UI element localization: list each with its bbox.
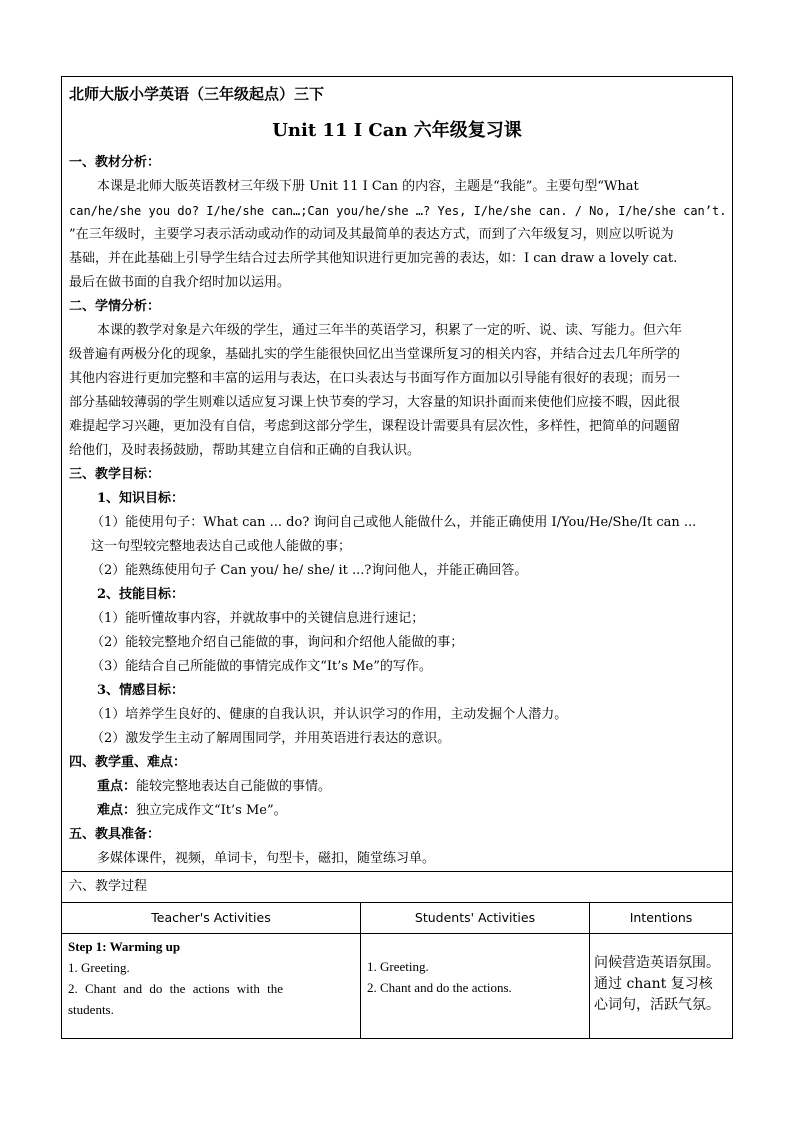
objective-line: （1）能听懂故事内容，并就故事中的关键信息进行速记； [91,611,425,626]
teacher-activity: students. [68,1002,114,1017]
objective-line: （2）能较完整地介绍自己能做的事，询问和介绍他人能做的事； [91,635,464,650]
student-activity: 1. Greeting. [367,959,429,974]
column-header: Students' Activities [361,903,590,934]
paragraph-line: 本课是北师大版英语教材三年级下册 Unit 11 I Can 的内容，主题是“我能”。主要句型“What [97,179,639,194]
column-header: Intentions [590,903,733,934]
materials-line: 多媒体课件，视频，单词卡，句型卡，磁扣，随堂练习单。 [97,851,436,866]
table-header-row [62,903,732,934]
lesson-title: Unit 11 I Can 六年级复习课 [272,120,522,141]
intention-line: 心词句，活跃气氛。 [594,997,720,1013]
section-title: 五、教具准备： [69,827,161,842]
students-activities-cell [361,934,590,1039]
teacher-activity: 2. Chant and do the actions with the [68,981,284,996]
paragraph-line: ”在三年级时，主要学习表示活动或动作的动词及其最简单的表达方式，而到了六年级复习，则应以听说为 [69,227,674,242]
section-title: 三、教学目标： [69,467,161,482]
objective-line: 这一句型较完整地表达自己或他人能做的事； [91,539,352,554]
objective-line: （2）激发学生主动了解周围同学，并用英语进行表达的意识。 [91,731,451,746]
process-table [62,902,732,1038]
analysis-block [62,151,732,871]
difficulty-text: 独立完成作文“It’s Me”。 [136,803,287,818]
section-title: 一、教材分析： [69,155,161,170]
subsection-title: 1、知识目标： [97,491,185,506]
lesson-plan-frame [61,76,733,1039]
column-header: Teacher's Activities [62,903,361,934]
paragraph-line: 给他们，及时表扬鼓励，帮助其建立自信和正确的自我认识。 [69,443,421,458]
paragraph-line: 本课的教学对象是六年级的学生，通过三年半的英语学习，积累了一定的听、说、读、写能力。但六年 [97,323,683,338]
paragraph-line: 基础，并在此基础上引导学生结合过去所学其他知识进行更加完善的表达，如：I can draw a lovely cat. [69,251,678,266]
objective-line: （1）能使用句子：What can ... do? 询问自己或他人能做什么，并能正确使用 I/You/He/She/It can ... [91,515,697,530]
teacher-activity: 1. Greeting. [68,960,130,975]
section-title: 二、学情分析： [69,299,161,314]
paragraph-line: 其他内容进行更加完整和丰富的运用与表达，在口头表达与书面写作方面加以引导能有很好的表现；而另一 [69,371,681,386]
section-title: 四、教学重、难点： [69,755,187,770]
paragraph-line: can/he/she you do? I/he/she can…;Can you/he/she …? Yes, I/he/she can. / No, I/he/she can’t. [69,204,727,218]
paragraph-line: 级普遍有两极分化的现象，基础扎实的学生能很快回忆出当堂课所复习的相关内容，并结合过去几年所学的 [69,347,681,362]
intention-line: 通过 chant 复习核 [594,976,713,992]
intentions-cell [590,934,733,1039]
paragraph-line: 部分基础较薄弱的学生则难以适应复习课上快节奏的学习，大容量的知识扑面而来使他们应接不暇，因此很 [69,395,681,410]
paragraph-line: 最后在做书面的自我介绍时加以运用。 [69,275,291,290]
key-point-text: 能较完整地表达自己能做的事情。 [136,779,332,794]
student-activity: 2. Chant and do the actions. [367,980,512,995]
objective-line: （2）能熟练使用句子 Can you/ he/ she/ it ...?询问他人，并能正确回答。 [91,563,528,578]
difficulty-line [69,799,725,823]
objective-line: （1）培养学生良好的、健康的自我认识，并认识学习的作用，主动发掘个人潜力。 [91,707,568,722]
key-point-label: 重点： [97,779,137,794]
key-point-line [69,775,725,799]
intention-line: 问候营造英语氛围。 [594,955,720,971]
table-row [62,934,732,1039]
step-title: Step 1: Warming up [68,939,181,954]
subsection-title: 3、情感目标： [97,683,185,698]
process-section-title: 六、教学过程 [62,871,732,902]
difficulty-label: 难点： [97,803,137,818]
teacher-activities-cell [62,934,361,1039]
objective-line: （3）能结合自己所能做的事情完成作文“It’s Me”的写作。 [91,659,432,674]
paragraph-line: 难提起学习兴趣，更加没有自信，考虑到这部分学生，课程设计需要具有层次性，多样性，把简单的问题留 [69,419,681,434]
textbook-header: 北师大版小学英语（三年级起点）三下 [69,85,325,103]
subsection-title: 2、技能目标： [97,587,185,602]
